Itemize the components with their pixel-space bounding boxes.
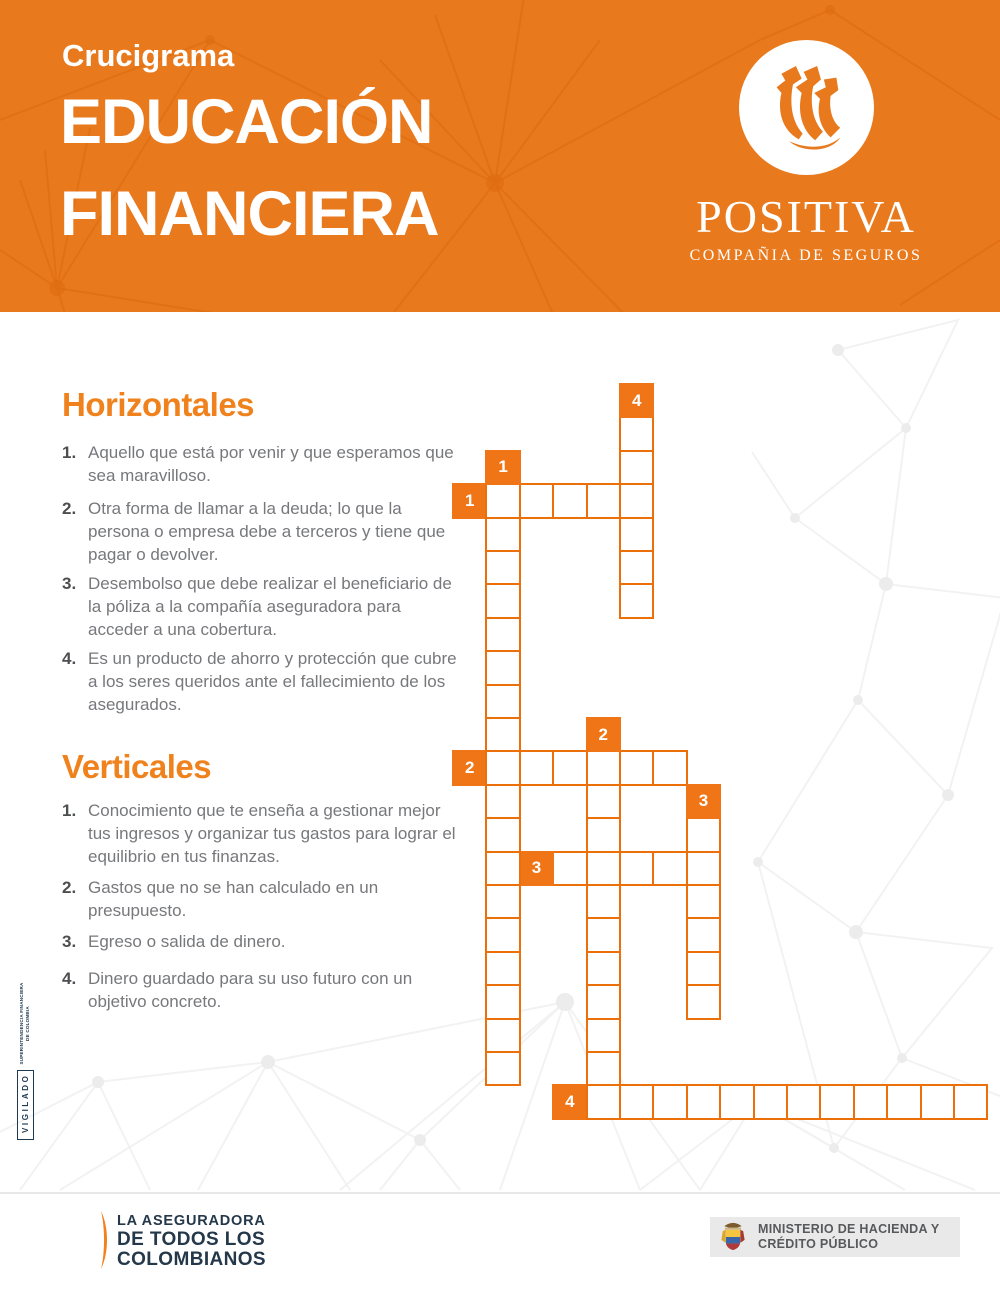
crossword-cell — [586, 817, 621, 852]
clue-horizontal-4 — [62, 647, 460, 716]
clue-number: 4. — [62, 969, 77, 988]
clue-horizontal-3 — [62, 572, 460, 641]
clue-number: 2. — [62, 878, 77, 897]
page-title-line2: FINANCIERA — [60, 179, 439, 249]
crossword-cell — [753, 1084, 788, 1119]
crossword-cell — [586, 984, 621, 1019]
section-heading-horizontales: Horizontales — [62, 386, 255, 423]
clue-text: Otra forma de llamar a la deuda; lo que la persona o empresa debe a terceros y tiene que pagar o devolver. — [88, 499, 446, 564]
clue-number: 3. — [62, 932, 77, 951]
crossword-cell — [586, 750, 621, 785]
crossword-cell — [619, 583, 654, 618]
header — [0, 0, 1000, 312]
clue-text: Dinero guardado para su uso futuro con un objetivo concreto. — [88, 969, 413, 1011]
crossword-cell — [819, 1084, 854, 1119]
crossword-cell — [686, 917, 721, 952]
crossword-cell — [586, 1084, 621, 1119]
clue-text: Es un producto de ahorro y protección que cubre a los seres queridos ante el fallecimiento de los asegurados. — [88, 649, 457, 714]
crossword-cell — [686, 1084, 721, 1119]
crossword-cell — [586, 851, 621, 886]
crossword-cell — [686, 851, 721, 886]
crossword-number-cell: 3 — [519, 851, 554, 886]
clue-horizontal-2 — [62, 497, 460, 566]
crossword-cell — [686, 851, 721, 886]
crossword-cell — [586, 1084, 621, 1119]
crossword-number-cell: 1 — [485, 450, 520, 485]
positiva-logo — [640, 40, 972, 265]
crossword-cell — [853, 1084, 888, 1119]
clue-number: 2. — [62, 499, 77, 518]
crossword-cell — [552, 750, 587, 785]
crossword-cell — [686, 984, 721, 1019]
crossword-cell — [485, 517, 520, 552]
crossword-cell — [586, 750, 621, 785]
crossword-cell — [485, 951, 520, 986]
crossword-cell — [886, 1084, 921, 1119]
crossword-cell — [586, 483, 621, 518]
crossword-cell — [485, 583, 520, 618]
clue-number: 1. — [62, 443, 77, 462]
aseguradora-tagline — [117, 1212, 266, 1270]
crossword-cell — [619, 750, 654, 785]
crossword-cell — [485, 1018, 520, 1053]
vigilado-stamp — [13, 982, 37, 1140]
footer-divider — [0, 1192, 1000, 1194]
crossword-cell — [652, 851, 687, 886]
clue-vertical-2 — [62, 876, 460, 922]
crossword-cell — [552, 851, 587, 886]
crossword-number-cell: 4 — [552, 1084, 587, 1119]
coat-of-arms-icon — [718, 1221, 748, 1253]
clue-number: 3. — [62, 574, 77, 593]
clue-text: Gastos que no se han calculado en un presupuesto. — [88, 878, 379, 920]
swoosh-icon — [98, 1211, 110, 1269]
crossword-cell — [619, 416, 654, 451]
crossword-cell — [619, 1084, 654, 1119]
superintendencia-label: SUPERINTENDENCIA FINANCIERA DE COLOMBIA — [19, 982, 30, 1065]
aseguradora-line1: LA ASEGURADORA — [117, 1213, 266, 1229]
crossword-cell — [485, 750, 520, 785]
crossword-cell — [686, 884, 721, 919]
crossword-number-cell: 1 — [452, 483, 487, 518]
crossword-cell — [586, 1018, 621, 1053]
clue-vertical-4 — [62, 967, 460, 1013]
crossword-cell — [485, 550, 520, 585]
brand-name: POSITIVA — [696, 191, 916, 242]
crossword-cell — [519, 483, 554, 518]
crossword-cell — [485, 984, 520, 1019]
clue-text: Aquello que está por venir y que esperamos que sea maravilloso. — [88, 443, 454, 485]
crossword-cell — [619, 851, 654, 886]
crossword-cell — [552, 483, 587, 518]
clue-number: 4. — [62, 649, 77, 668]
brand-tagline: COMPAÑIA DE SEGUROS — [689, 247, 923, 264]
crossword-cell — [485, 917, 520, 952]
page-title-line1: EDUCACIÓN — [60, 87, 433, 157]
crossword-number-cell: 2 — [586, 717, 621, 752]
crossword-cell — [485, 684, 520, 719]
crossword-cell — [719, 1084, 754, 1119]
crossword-cell — [586, 951, 621, 986]
clue-vertical-3 — [62, 930, 460, 953]
crossword-cell — [619, 483, 654, 518]
clue-vertical-1 — [62, 799, 460, 868]
positiva-flame-icon — [739, 40, 874, 175]
crossword-cell — [652, 750, 687, 785]
crossword-cell — [619, 550, 654, 585]
crossword-cell — [485, 483, 520, 518]
ministry-badge — [710, 1217, 960, 1257]
crossword-cell — [485, 884, 520, 919]
crossword-cell — [586, 917, 621, 952]
aseguradora-line3: COLOMBIANOS — [117, 1249, 267, 1270]
crossword-cell — [586, 784, 621, 819]
crossword-cell — [652, 1084, 687, 1119]
clue-text: Egreso o salida de dinero. — [88, 932, 286, 951]
crossword-cell — [485, 851, 520, 886]
page-title — [60, 76, 439, 260]
crossword-cell — [485, 717, 520, 752]
crossword-cell — [485, 650, 520, 685]
section-heading-verticales: Verticales — [62, 748, 212, 785]
aseguradora-line2: DE TODOS LOS — [117, 1229, 266, 1250]
crossword-number-cell: 4 — [619, 383, 654, 418]
crossword-cell — [786, 1084, 821, 1119]
crossword-number-cell: 2 — [452, 750, 487, 785]
crossword-cell — [586, 1051, 621, 1086]
clue-horizontal-1 — [62, 441, 460, 487]
crossword-cell — [953, 1084, 988, 1119]
vigilado-label: VIGILADO — [17, 1070, 34, 1140]
crossword-cell — [519, 750, 554, 785]
kicker-crucigrama: Crucigrama — [62, 38, 235, 73]
crossword-cell — [619, 517, 654, 552]
crossword-cell — [485, 784, 520, 819]
crossword-cell — [686, 951, 721, 986]
crossword-number-cell: 3 — [686, 784, 721, 819]
clue-number: 1. — [62, 801, 77, 820]
crossword-cell — [485, 483, 520, 518]
crossword-cell — [920, 1084, 955, 1119]
ministry-name: MINISTERIO DE HACIENDA Y CRÉDITO PÚBLICO — [758, 1222, 940, 1251]
crossword-cell — [686, 817, 721, 852]
crossword-cell — [485, 617, 520, 652]
crossword-cell — [586, 851, 621, 886]
clue-text: Desembolso que debe realizar el beneficiario de la póliza a la compañía aseguradora para acceder a una cobertura. — [88, 574, 452, 639]
crossword-cell — [619, 450, 654, 485]
crossword-cell — [586, 884, 621, 919]
crossword-cell — [485, 1051, 520, 1086]
crossword-cell — [619, 483, 654, 518]
crossword-cell — [485, 817, 520, 852]
clue-text: Conocimiento que te enseña a gestionar mejor tus ingresos y organizar tus gastos para lograr el equilibrio en tus finanzas. — [88, 801, 456, 866]
crossword-cell — [485, 750, 520, 785]
